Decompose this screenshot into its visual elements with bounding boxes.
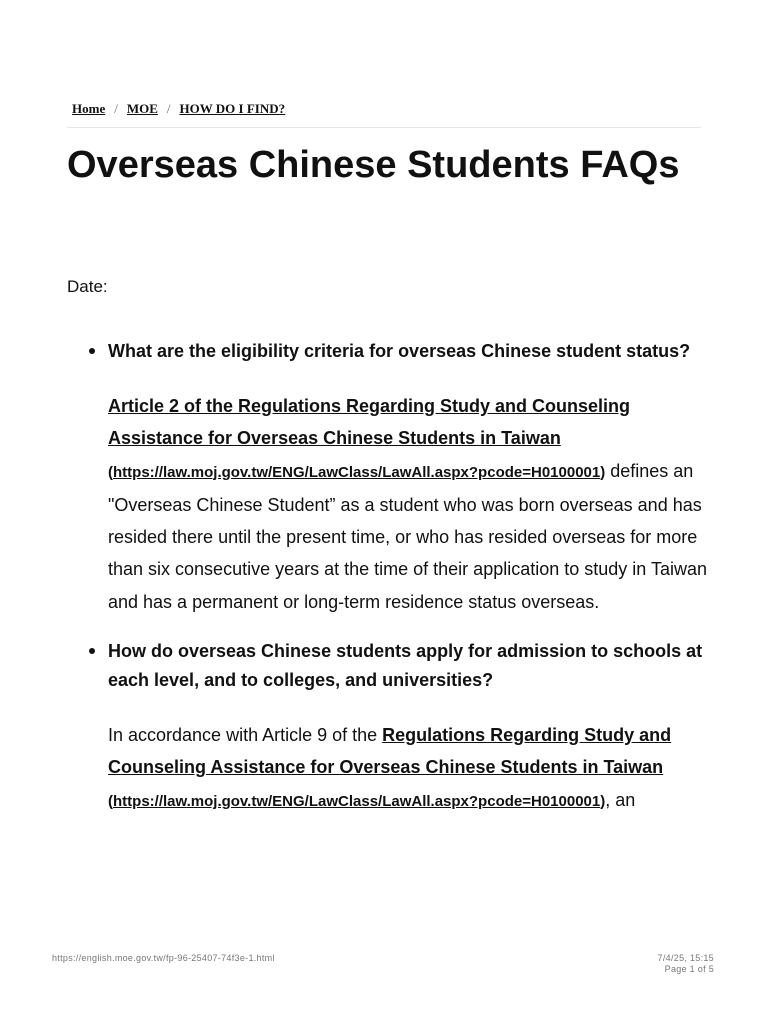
breadcrumb-how-do-i-find-link[interactable]: HOW DO I FIND? — [179, 101, 286, 116]
breadcrumb-home-link[interactable]: Home — [72, 101, 106, 116]
page-title: Overseas Chinese Students FAQs — [67, 144, 680, 186]
faq-item-eligibility — [108, 337, 708, 618]
faq-answer-text: , an — [605, 789, 636, 810]
law-url: (https://law.moj.gov.tw/ENG/LawClass/LawAll.aspx?pcode=H0100001) — [108, 463, 606, 481]
faq-answer-prefix: In accordance with Article 9 of the — [108, 725, 383, 746]
law-regulations-link[interactable]: Regulations Regarding Study and Counseling Assistance for Overseas Chinese Students in Taiwan — [108, 725, 672, 778]
law-url-link[interactable]: https://law.moj.gov.tw/ENG/LawClass/LawAll.aspx?pcode=H0100001 — [113, 463, 601, 481]
breadcrumb-divider — [67, 127, 701, 128]
faq-question: How do overseas Chinese students apply for admission to schools at each level, and to colleges, and universities? — [108, 641, 703, 691]
faq-question: What are the eligibility criteria for overseas Chinese student status? — [108, 341, 691, 361]
faq-answer-text: defines an "Overseas Chinese Student” as a student who was born overseas and has resided there until the present time, or who has resided overseas for more than six consecutive years at the time of their application to study in Taiwan and has a permanent or long-term residence status overseas. — [108, 460, 707, 612]
faq-answer — [108, 390, 708, 618]
footer-page-url: https://english.moe.gov.tw/fp-96-25407-74f3e-1.html — [52, 953, 275, 963]
faq-answer — [108, 719, 708, 818]
breadcrumb-separator: / — [166, 101, 171, 116]
bullet-icon — [89, 348, 95, 354]
faq-list — [108, 337, 708, 818]
law-url: (https://law.moj.gov.tw/ENG/LawClass/LawAll.aspx?pcode=H0100001) — [108, 792, 606, 810]
footer-page-number: Page 1 of 5 — [664, 964, 714, 974]
faq-item-admission — [108, 637, 708, 818]
breadcrumb — [72, 101, 285, 117]
law-url-link[interactable]: https://law.moj.gov.tw/ENG/LawClass/LawAll.aspx?pcode=H0100001 — [113, 792, 601, 810]
date-label: Date: — [67, 277, 108, 296]
footer-datetime: 7/4/25, 15:15 — [657, 953, 714, 963]
breadcrumb-moe-link[interactable]: MOE — [126, 101, 158, 116]
footer-meta — [658, 953, 714, 975]
bullet-icon — [89, 648, 95, 654]
breadcrumb-separator: / — [114, 101, 118, 116]
law-article-link[interactable]: Article 2 of the Regulations Regarding Study and Counseling Assistance for Overseas Chinese Students in Taiwan — [108, 396, 631, 449]
